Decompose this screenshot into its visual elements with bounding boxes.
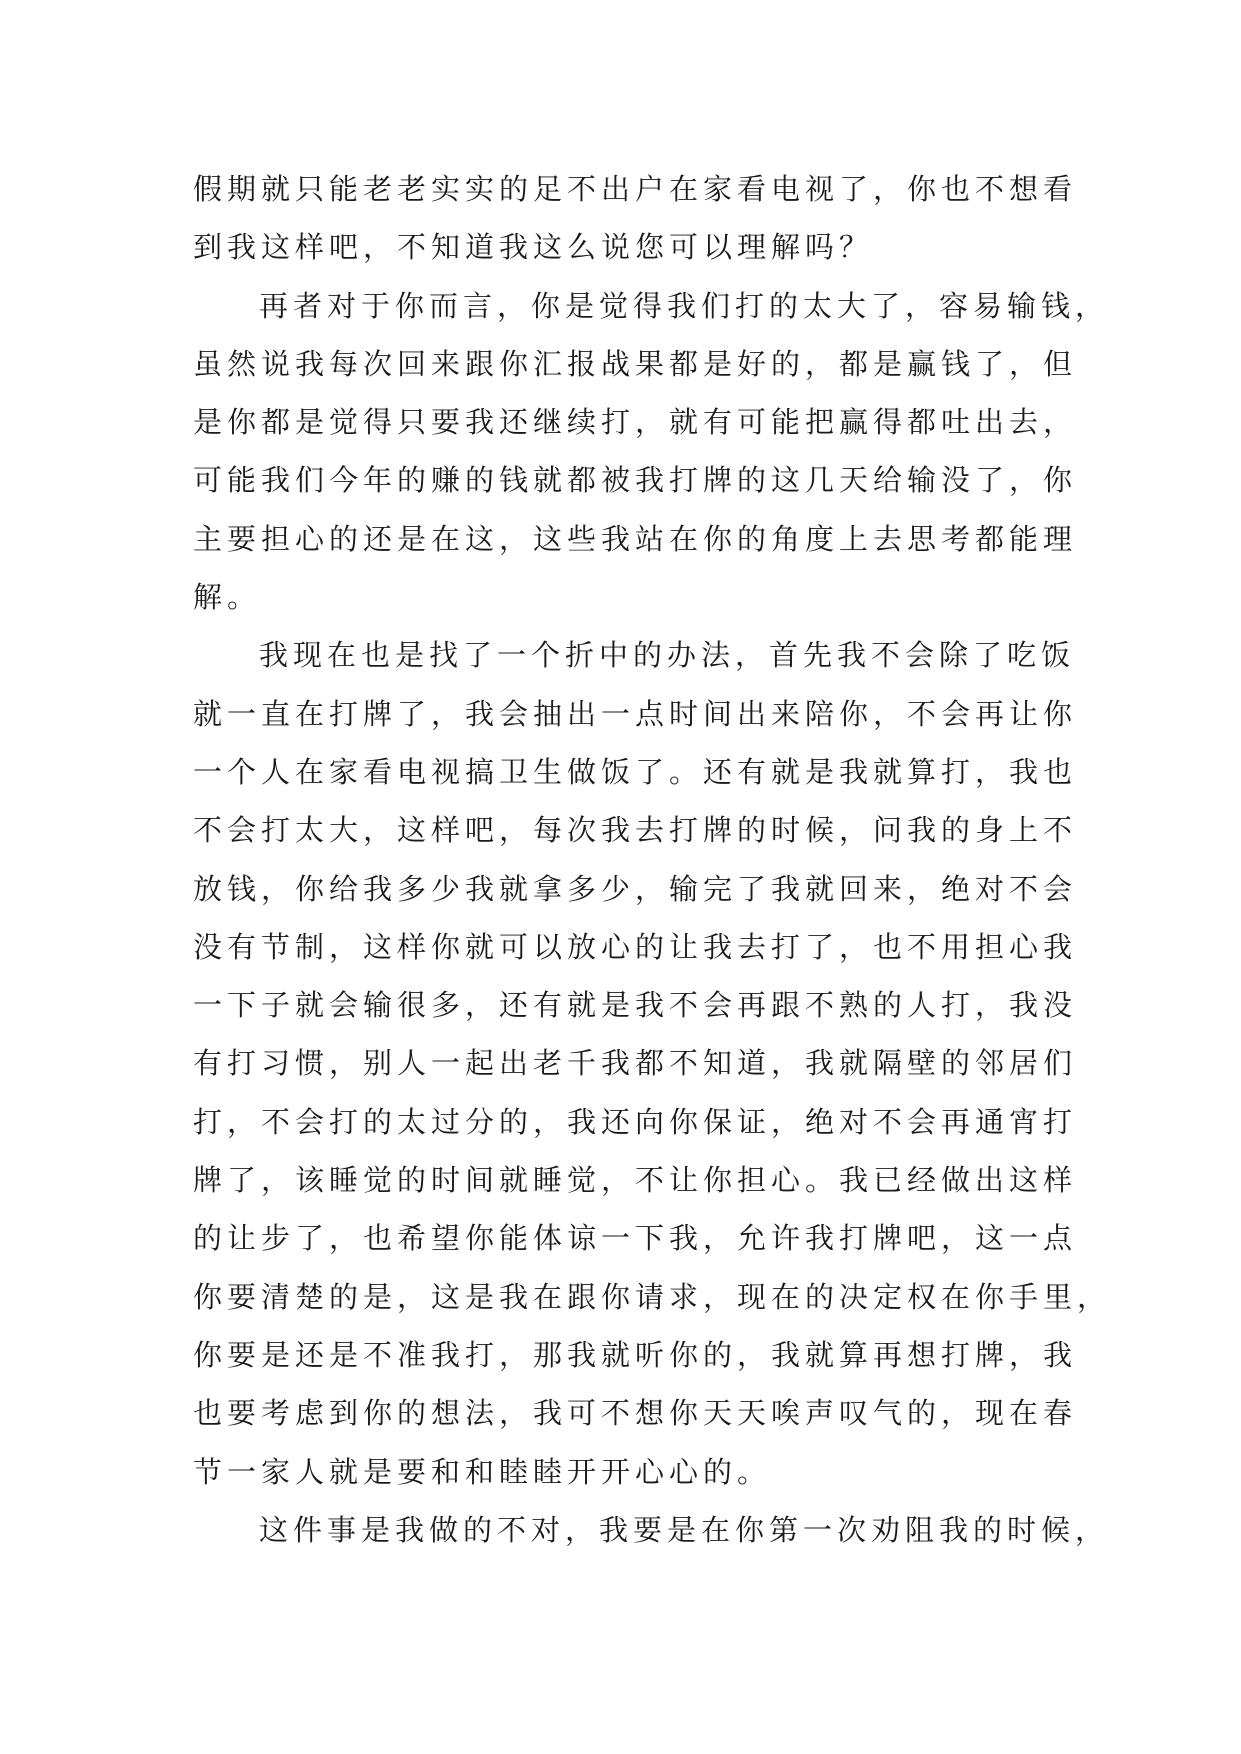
text-line: 虽然说我每次回来跟你汇报战果都是好的，都是赢钱了，但 <box>193 346 1078 381</box>
text-line: 再者对于你而言，你是觉得我们打的太大了，容易输钱， <box>259 288 1110 323</box>
text-line: 这件事是我做的不对，我要是在你第一次劝阻我的时候， <box>259 1512 1110 1547</box>
text-line: 解。 <box>193 580 262 615</box>
text-line: 节一家人就是要和和睦睦开开心心的。 <box>193 1454 772 1489</box>
text-line: 我现在也是找了一个折中的办法，首先我不会除了吃饭 <box>259 638 1076 673</box>
text-line: 你要是还是不准我打，那我就听你的，我就算再想打牌，我 <box>193 1337 1078 1372</box>
text-line: 有打习惯，别人一起出老千我都不知道，我就隔壁的邻居们 <box>193 1046 1078 1081</box>
text-line: 不会打太大，这样吧，每次我去打牌的时候，问我的身上不 <box>193 813 1078 848</box>
text-line: 主要担心的还是在这，这些我站在你的角度上去思考都能理 <box>193 521 1078 556</box>
text-line: 也要考虑到你的想法，我可不想你天天唉声叹气的，现在春 <box>193 1396 1078 1431</box>
body-text <box>193 160 1112 1559</box>
text-line: 你要清楚的是，这是我在跟你请求，现在的决定权在你手里， <box>193 1279 1112 1314</box>
text-line: 假期就只能老老实实的足不出户在家看电视了，你也不想看 <box>193 172 1078 206</box>
text-line: 一个人在家看电视搞卫生做饭了。还有就是我就算打，我也 <box>193 754 1078 789</box>
text-line: 到我这样吧，不知道我这么说您可以理解吗？ <box>193 230 874 265</box>
text-line: 是你都是觉得只要我还继续打，就有可能把赢得都吐出去， <box>193 405 1078 440</box>
text-line: 一下子就会输很多，还有就是我不会再跟不熟的人打，我没 <box>193 988 1078 1023</box>
text-line: 的让步了，也希望你能体谅一下我，允许我打牌吧，这一点 <box>193 1221 1078 1256</box>
text-line: 就一直在打牌了，我会抽出一点时间出来陪你，不会再让你 <box>193 696 1078 731</box>
text-line: 可能我们今年的赚的钱就都被我打牌的这几天给输没了，你 <box>193 463 1078 498</box>
text-line: 牌了，该睡觉的时间就睡觉，不让你担心。我已经做出这样 <box>193 1163 1078 1198</box>
text-line: 放钱，你给我多少我就拿多少，输完了我就回来，绝对不会 <box>193 871 1078 906</box>
text-line: 没有节制，这样你就可以放心的让我去打了，也不用担心我 <box>193 929 1078 964</box>
text-line: 打，不会打的太过分的，我还向你保证，绝对不会再通宵打 <box>193 1104 1078 1139</box>
